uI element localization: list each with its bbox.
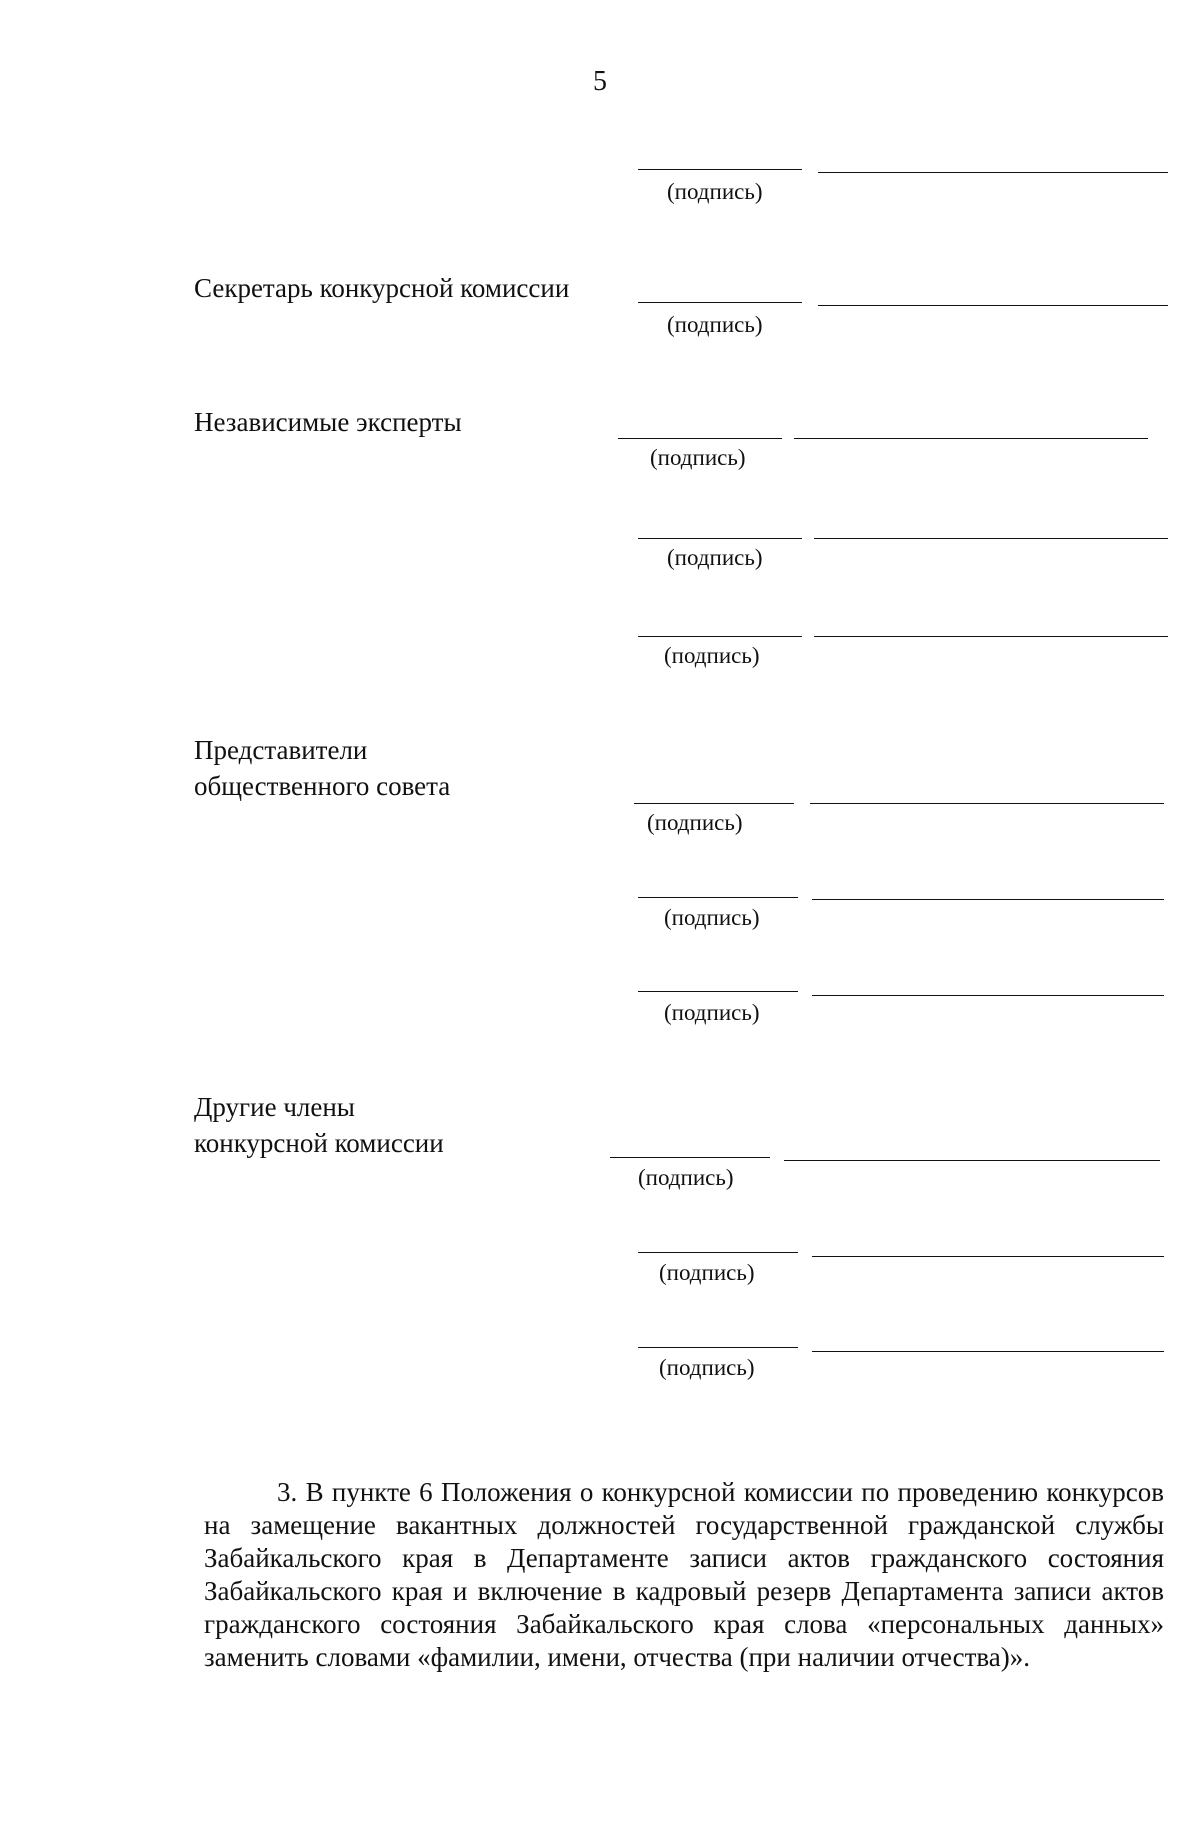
- label-other-members: Другие члены конкурсной комиссии: [194, 1092, 444, 1158]
- signature-line: [618, 438, 782, 439]
- signature-line: [638, 991, 798, 992]
- signature-line: [634, 803, 794, 804]
- signature-caption: (подпись): [659, 1260, 755, 1285]
- label-secretary: Секретарь конкурсной комиссии: [194, 273, 570, 303]
- signature-line: [610, 1157, 770, 1158]
- amendment-paragraph: 3. В пункте 6 Положения о конкурсной комиссии по проведению конкурсов на замещение вакантных должностей государственной гражданской службы Забайкальского края в Департаменте записи актов гражданского состояния Забайкальского края и включение в кадровый резерв Департамента записи актов гражданского состояния Забайкальского края слова «персональных данных» заменить словами «фамилии, имени, отчества (при наличии отчества)».: [204, 1477, 1164, 1672]
- signature-line: [638, 169, 802, 170]
- signature-caption: (подпись): [659, 1355, 755, 1380]
- signature-caption: (подпись): [667, 545, 763, 570]
- name-line: [814, 538, 1168, 539]
- name-line: [818, 172, 1168, 173]
- signature-line: [638, 1252, 798, 1253]
- signature-caption: (подпись): [664, 905, 760, 930]
- signature-line: [638, 897, 798, 898]
- signature-line: [638, 1347, 798, 1348]
- signature-caption: (подпись): [650, 445, 746, 470]
- signature-caption: (подпись): [638, 1165, 734, 1190]
- name-line: [794, 438, 1148, 439]
- label-public-council: Представители общественного совета: [194, 735, 451, 801]
- name-line: [812, 1256, 1164, 1257]
- name-line: [812, 899, 1164, 900]
- page-number: 5: [593, 66, 607, 97]
- name-line: [814, 636, 1168, 637]
- signature-caption: (подпись): [667, 179, 763, 204]
- signature-line: [638, 538, 802, 539]
- signature-caption: (подпись): [664, 1000, 760, 1025]
- name-line: [812, 1351, 1164, 1352]
- name-line: [818, 305, 1168, 306]
- signature-line: [638, 302, 802, 303]
- name-line: [784, 1160, 1160, 1161]
- label-independent-experts: Независимые эксперты: [194, 407, 462, 437]
- signature-caption: (подпись): [664, 643, 760, 668]
- name-line: [810, 803, 1164, 804]
- signature-caption: (подпись): [667, 312, 763, 337]
- signature-line: [638, 636, 802, 637]
- signature-caption: (подпись): [647, 810, 743, 835]
- name-line: [812, 995, 1164, 996]
